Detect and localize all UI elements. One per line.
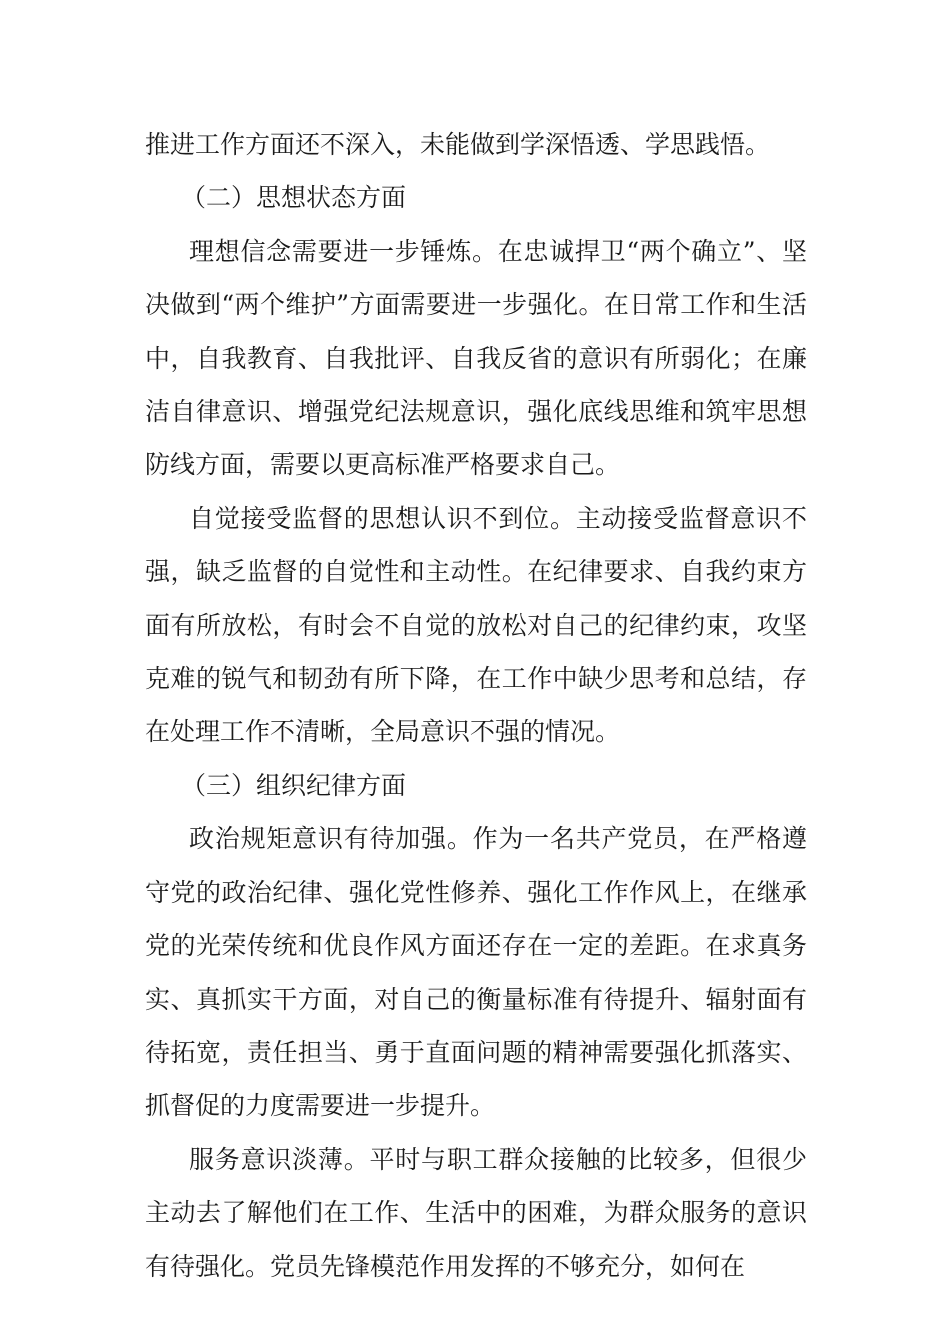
paragraph-service-awareness: 服务意识淡薄。平时与职工群众接触的比较多，但很少主动去了解他们在工作、生活中的困难，为群众服务的意识有待强化。党员先锋模范作用发挥的不够充分，如何在 (145, 1144, 807, 1281)
paragraph-political-rules: 政治规矩意识有待加强。作为一名共产党员，在严格遵守党的政治纪律、强化党性修养、强化工作作风上，在继承党的光荣传统和优良作风方面还存在一定的差距。在求真务实、真抓实干方面，对自己的衡量标准有待提升、辐射面有待拓宽，责任担当、勇于直面问题的精神需要强化抓落实、抓督促的力度需要进一步提升。 (145, 824, 807, 1121)
paragraph-ideals-beliefs: 理想信念需要进一步锤炼。在忠诚捍卫“两个确立”、坚决做到“两个维护”方面需要进一步强化。在日常工作和生活中，自我教育、自我批评、自我反省的意识有所弱化；在廉洁自律意识、增强党纪法规意识，强化底线思维和筑牢思想防线方面，需要以更高标准严格要求自己。 (145, 236, 807, 480)
paragraph-continuation: 推进工作方面还不深入，未能做到学深悟透、学思践悟。 (145, 130, 771, 159)
section-heading-discipline: （三）组织纪律方面 (181, 770, 407, 800)
document-page (145, 118, 807, 1293)
paragraph-supervision: 自觉接受监督的思想认识不到位。主动接受监督意识不强，缺乏监督的自觉性和主动性。在纪律要求、自我约束方面有所放松，有时会不自觉的放松对自己的纪律约束，攻坚克难的锐气和韧劲有所下降，在工作中缺少思考和总结，存在处理工作不清晰，全局意识不强的情况。 (145, 503, 807, 747)
section-heading-ideology: （二）思想状态方面 (181, 183, 407, 213)
